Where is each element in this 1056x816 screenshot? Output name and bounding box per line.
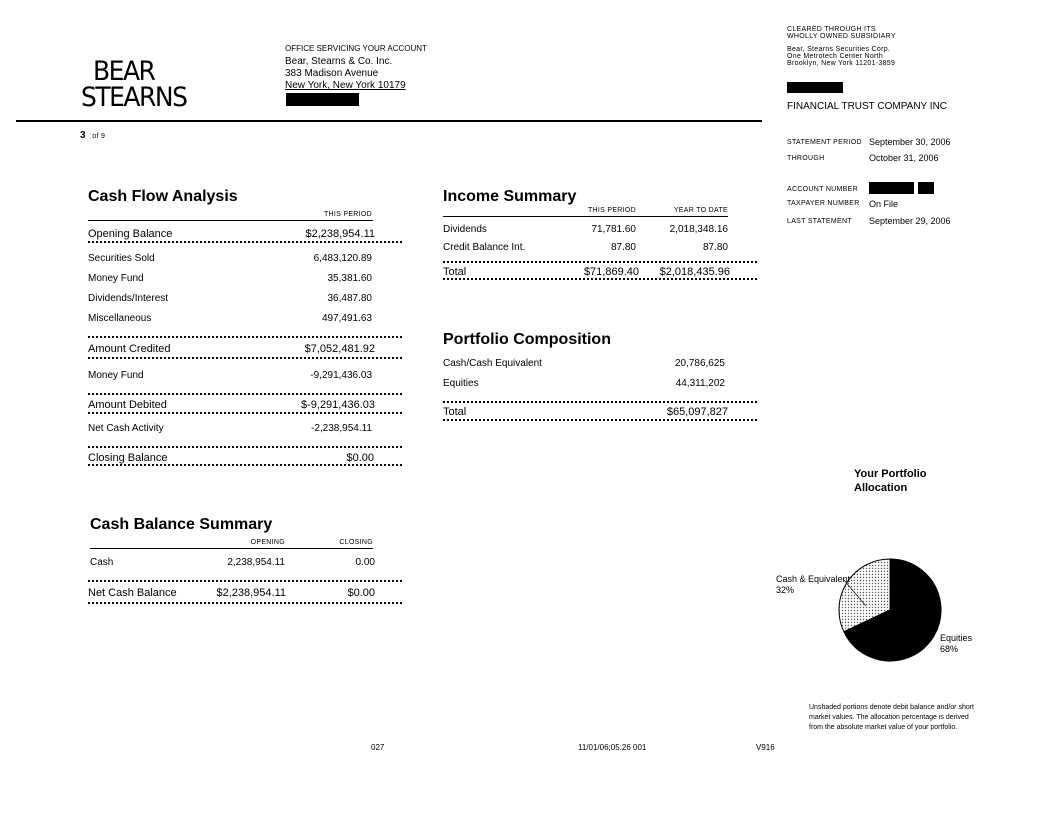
income-header-rule — [443, 216, 728, 217]
taxpayer-label: TAXPAYER NUMBER — [787, 200, 860, 207]
income-summary-title: Income Summary — [443, 188, 577, 205]
net-cash-opening-value: $2,238,954.11 — [216, 587, 286, 599]
credit-label: Securities Sold — [88, 253, 155, 264]
income-row-label: Dividends — [443, 224, 487, 235]
portfolio-row-label: Equities — [443, 378, 479, 389]
net-cash-balance-label: Net Cash Balance — [88, 587, 177, 599]
income-row-ytd: 87.80 — [702, 242, 728, 253]
cash-opening-value: 2,238,954.11 — [227, 557, 285, 568]
office-servicing-block — [285, 44, 427, 91]
cash-balance-header-rule — [90, 548, 373, 549]
dotted-rule — [88, 464, 402, 466]
income-total-period: $71,869.40 — [583, 266, 639, 278]
redaction-bar — [869, 182, 914, 194]
pie-label-cash — [776, 574, 850, 596]
income-total-label: Total — [443, 266, 467, 278]
dotted-rule — [88, 412, 402, 414]
amount-credited-value: $7,052,481.92 — [304, 343, 375, 355]
allocation-title-line1: Your Portfolio — [854, 468, 927, 480]
income-row-period: 87.80 — [610, 242, 636, 253]
clearing-line3: Bear, Stearns Securities Corp. — [787, 46, 891, 53]
page-indicator — [80, 130, 105, 141]
logo-line1: BEAR — [93, 55, 155, 87]
pie-label-cash-pct: 32% — [776, 585, 795, 595]
cash-label: Cash — [90, 557, 114, 568]
page-current: 3 — [80, 130, 86, 141]
dotted-rule — [88, 336, 402, 338]
dotted-rule — [88, 393, 402, 395]
income-col-ytd: YEAR TO DATE — [673, 207, 728, 214]
debit-value: -9,291,436.03 — [310, 370, 372, 381]
credit-value: 36,487.80 — [327, 293, 372, 304]
clearing-line4: One Metrotech Center North — [787, 53, 884, 60]
income-row-label: Credit Balance Int. — [443, 242, 526, 253]
clearing-line2: WHOLLY OWNED SUBSIDIARY — [787, 33, 896, 40]
closing-balance-value: $0.00 — [346, 452, 374, 464]
credit-value: 6,483,120.89 — [313, 253, 372, 264]
net-cash-closing-value: $0.00 — [347, 587, 375, 599]
credit-label: Miscellaneous — [88, 313, 152, 324]
pie-label-equities — [940, 633, 972, 655]
income-row-period: 71,781.60 — [591, 224, 636, 235]
cash-balance-title: Cash Balance Summary — [90, 516, 273, 533]
amount-debited-value: $-9,291,436.03 — [300, 399, 375, 411]
portfolio-row-value: 20,786,625 — [674, 358, 725, 369]
allocation-title — [854, 467, 927, 495]
dotted-rule — [88, 446, 402, 448]
portfolio-total-label: Total — [443, 406, 467, 418]
page-of-label: of 9 — [92, 133, 106, 140]
pie-label-cash-name: Cash & Equivalent — [776, 574, 851, 584]
amount-credited-label: Amount Credited — [88, 343, 171, 355]
income-total-ytd: $2,018,435.96 — [659, 266, 730, 278]
office-line3: New York, New York 10179 — [285, 80, 406, 91]
portfolio-row-label: Cash/Cash Equivalent — [443, 358, 542, 369]
footer-code1: 027 — [371, 743, 385, 752]
redaction-bar — [787, 82, 843, 93]
clearing-line1: CLEARED THROUGH ITS — [787, 26, 876, 33]
footer-timestamp: 11/01/06;05:26 001 — [578, 743, 647, 752]
pie-leader-cash — [840, 578, 880, 618]
statement-period-value: September 30, 2006 — [869, 137, 951, 147]
cash-closing-value: 0.00 — [355, 557, 375, 568]
office-line1: Bear, Stearns & Co. Inc. — [285, 56, 393, 67]
income-col-this-period: THIS PERIOD — [587, 207, 636, 214]
dotted-rule — [443, 419, 757, 421]
redaction-bar — [286, 93, 359, 106]
cash-flow-header-rule — [88, 220, 373, 221]
pie-label-equities-name: Equities — [940, 633, 973, 643]
closing-balance-label: Closing Balance — [88, 452, 168, 464]
clearing-line5: Brooklyn, New York 11201-3859 — [787, 60, 896, 67]
cash-balance-col-opening: OPENING — [250, 539, 285, 546]
opening-balance-value: $2,238,954.11 — [305, 228, 375, 240]
net-cash-activity-value: -2,238,954.11 — [311, 423, 372, 434]
pie-label-equities-pct: 68% — [940, 644, 959, 654]
dotted-rule — [443, 401, 757, 403]
through-value: October 31, 2006 — [869, 153, 939, 163]
bear-stearns-logo — [81, 55, 201, 113]
allocation-note — [809, 703, 974, 733]
opening-balance-label: Opening Balance — [88, 228, 173, 240]
statement-period-label: STATEMENT PERIOD — [787, 139, 862, 146]
credit-value: 35,381.60 — [327, 273, 372, 284]
credit-label: Dividends/Interest — [88, 293, 169, 304]
footer-code2: V916 — [756, 743, 775, 752]
redaction-bar — [918, 182, 934, 194]
allocation-note-line3: from the absolute market value of your portfolio. — [809, 724, 958, 731]
net-cash-activity-label: Net Cash Activity — [88, 423, 164, 434]
dotted-rule — [88, 357, 402, 359]
credit-label: Money Fund — [88, 273, 144, 284]
clearing-block — [787, 26, 896, 67]
account-number-label: ACCOUNT NUMBER — [787, 186, 858, 193]
office-line2: 383 Madison Avenue — [285, 68, 379, 79]
cash-flow-col-header: THIS PERIOD — [323, 211, 372, 218]
amount-debited-label: Amount Debited — [88, 399, 167, 411]
header-rule — [16, 120, 762, 122]
debit-label: Money Fund — [88, 370, 144, 381]
dotted-rule — [88, 602, 402, 604]
income-row-ytd: 2,018,348.16 — [669, 224, 728, 235]
allocation-note-line2: market values. The allocation percentage is derived — [809, 714, 969, 721]
dotted-rule — [88, 580, 402, 582]
cash-balance-col-closing: CLOSING — [339, 539, 373, 546]
last-statement-label: LAST STATEMENT — [787, 218, 852, 225]
client-name: FINANCIAL TRUST COMPANY INC — [787, 101, 948, 112]
logo-line2: STEARNS — [81, 81, 187, 113]
office-heading: OFFICE SERVICING YOUR ACCOUNT — [285, 44, 427, 53]
credit-value: 497,491.63 — [321, 313, 372, 324]
allocation-title-line2: Allocation — [854, 482, 908, 494]
dotted-rule — [443, 261, 757, 263]
dotted-rule — [443, 278, 757, 280]
last-statement-value: September 29, 2006 — [869, 216, 951, 226]
through-label: THROUGH — [787, 155, 825, 162]
portfolio-total-value: $65,097,827 — [666, 406, 728, 418]
portfolio-composition-title: Portfolio Composition — [443, 331, 611, 348]
allocation-note-line1: Unshaded portions denote debit balance and/or short — [809, 704, 975, 711]
portfolio-row-value: 44,311,202 — [675, 378, 725, 389]
taxpayer-value: On File — [869, 199, 899, 209]
dotted-rule — [88, 241, 402, 243]
cash-flow-title: Cash Flow Analysis — [88, 188, 238, 205]
